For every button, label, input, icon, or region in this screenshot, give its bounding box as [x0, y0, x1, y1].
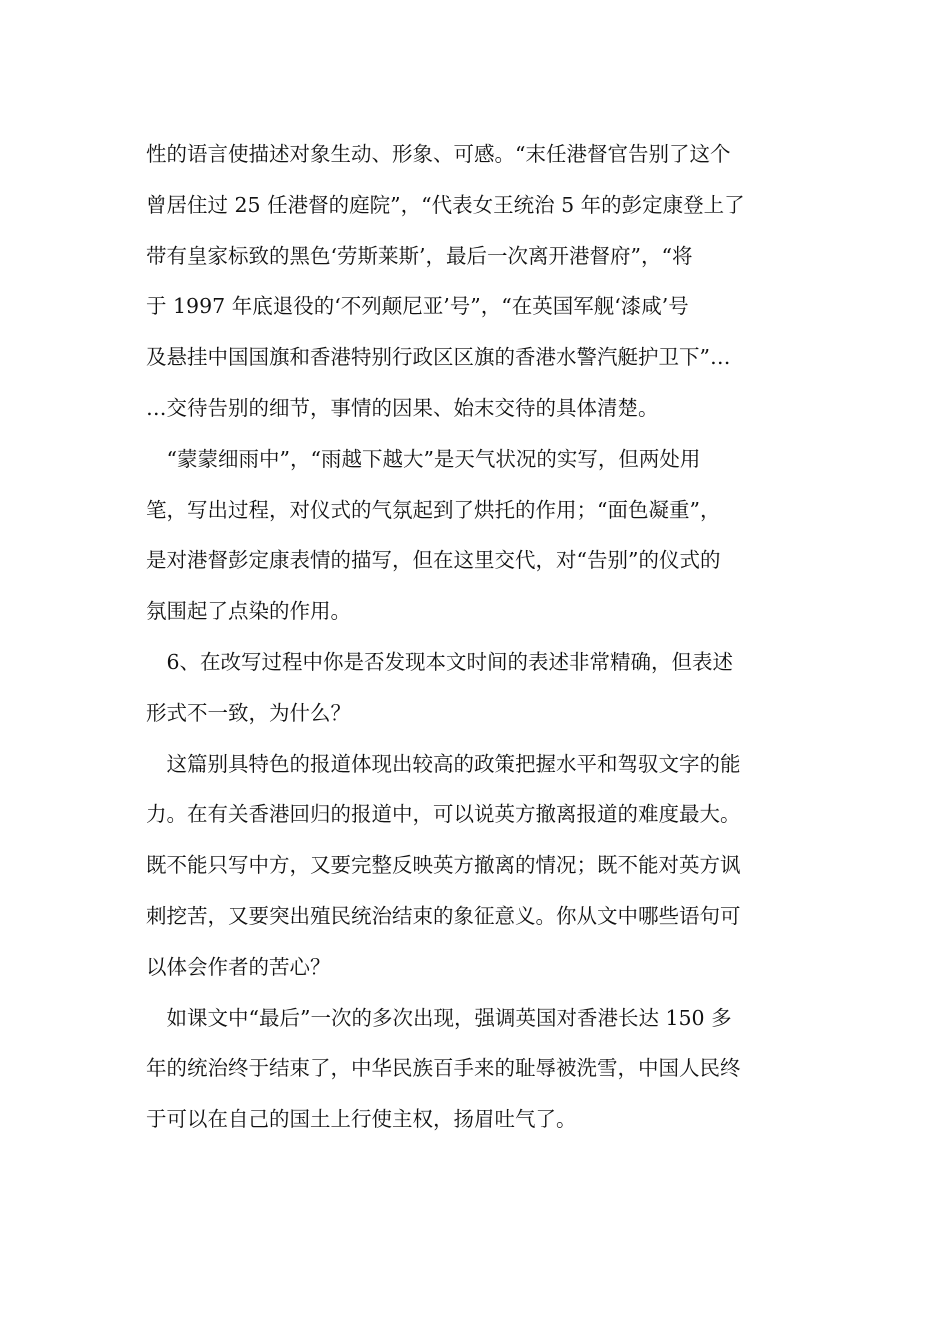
text-line: 带有皇家标致的黑色‘劳斯莱斯’，最后一次离开港督府”，“将 — [146, 243, 693, 268]
text-line: 及悬挂中国国旗和香港特别行政区区旗的香港水警汽艇护卫下”… — [146, 345, 731, 370]
text-line: 曾居住过 25 任港督的庭院”，“代表女王统治 5 年的彭定康登上了 — [146, 192, 745, 217]
text-line: 笔，写出过程，对仪式的气氛起到了烘托的作用；“面色凝重”， — [146, 497, 721, 522]
text-line: 既不能只写中方，又要完整反映英方撤离的情况；既不能对英方讽 — [146, 853, 741, 878]
text-line: 力。在有关香港回归的报道中，可以说英方撤离报道的难度最大。 — [146, 802, 741, 827]
text-line: 如课文中“最后”一次的多次出现，强调英国对香港长达 150 多 — [146, 1005, 732, 1030]
text-line: 氛围起了点染的作用。 — [146, 599, 351, 624]
text-line: “蒙蒙细雨中”，“雨越下越大”是天气状况的实写，但两处用 — [146, 446, 701, 471]
text-line: 形式不一致，为什么？ — [146, 700, 351, 725]
text-line: 年的统治终于结束了，中华民族百手来的耻辱被洗雪，中国人民终 — [146, 1056, 741, 1081]
text-line: 于 1997 年底退役的‘不列颠尼亚’号”，“在英国军舰‘漆咸’号 — [146, 294, 689, 319]
text-line: 以体会作者的苦心？ — [146, 954, 331, 979]
text-line: 刺挖苦，又要突出殖民统治结束的象征意义。你从文中哪些语句可 — [146, 903, 741, 928]
text-line: 于可以在自己的国土上行使主权，扬眉吐气了。 — [146, 1107, 577, 1132]
document-body — [146, 129, 806, 1145]
text-line: 是对港督彭定康表情的描写，但在这里交代，对“告别”的仪式的 — [146, 548, 721, 573]
text-line: 性的语言使描述对象生动、形象、可感。“末任港督官告别了这个 — [146, 142, 731, 166]
text-line: 这篇别具特色的报道体现出较高的政策把握水平和驾驭文字的能 — [146, 751, 741, 776]
text-line: …交待告别的细节，事情的因果、始末交待的具体清楚。 — [146, 395, 659, 420]
text-line: 6、在改写过程中你是否发现本文时间的表述非常精确，但表述 — [146, 649, 734, 674]
